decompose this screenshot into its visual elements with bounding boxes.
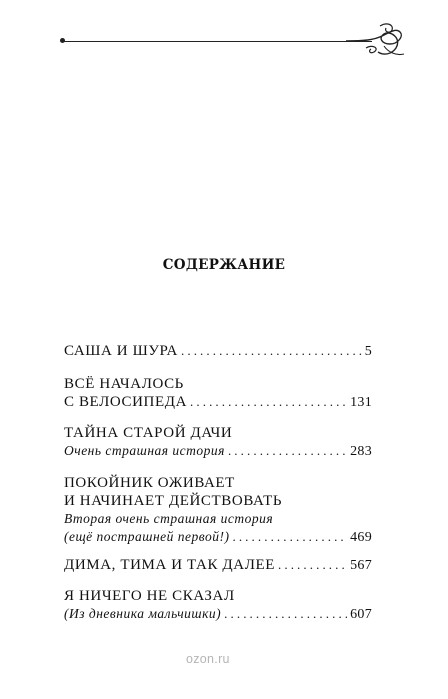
header-rule [64, 41, 372, 42]
toc-page-number: 131 [350, 395, 372, 410]
toc-entry-title: ТАЙНА СТАРОЙ ДАЧИ [64, 425, 233, 441]
leader-dots [224, 606, 347, 622]
toc-page-number: 567 [350, 558, 372, 573]
leader-dots [181, 343, 362, 359]
toc-entry-6[interactable] [64, 588, 372, 605]
toc-entry-title: ВСЁ НАЧАЛОСЬ [64, 376, 184, 392]
toc-entry-subtitle: (Из дневника мальчишки) [64, 606, 222, 621]
toc-entry-3[interactable] [64, 425, 372, 442]
toc-entry-5[interactable] [64, 557, 372, 574]
leader-dots [278, 557, 347, 573]
toc-entry-6-subtitle[interactable] [64, 606, 372, 623]
watermark: ozon.ru [186, 652, 230, 666]
toc-page-number: 5 [364, 344, 372, 359]
toc-entry-subtitle: Вторая очень страшная история [64, 511, 274, 526]
leader-dots [190, 394, 347, 410]
toc-entry-title: И НАЧИНАЕТ ДЕЙСТВОВАТЬ [64, 493, 283, 509]
toc-entry-4-subtitle-1 [64, 511, 372, 527]
toc-entry-2[interactable] [64, 394, 372, 411]
toc-page-number: 607 [350, 607, 372, 622]
toc-entry-title: С ВЕЛОСИПЕДА [64, 394, 188, 410]
toc-entry-4-line-2[interactable] [64, 493, 372, 510]
toc-entry-1[interactable] [64, 343, 372, 360]
leader-dots [232, 529, 347, 545]
toc-entry-title: САША И ШУРА [64, 343, 178, 359]
toc-entry-subtitle: Очень страшная история [64, 443, 225, 458]
leader-dots [228, 443, 347, 459]
toc-entry-3-subtitle[interactable] [64, 443, 372, 460]
toc-page-number: 469 [350, 530, 372, 545]
toc-entry-subtitle: (ещё пострашней первой!) [64, 529, 230, 544]
toc-page-number: 283 [350, 444, 372, 459]
toc-entry-2-line-1[interactable] [64, 376, 372, 393]
toc-heading: СОДЕРЖАНИЕ [162, 257, 286, 273]
toc-entry-title: Я НИЧЕГО НЕ СКАЗАЛ [64, 588, 235, 604]
toc-entry-4[interactable] [64, 529, 372, 546]
toc-entry-title: ПОКОЙНИК ОЖИВАЕТ [64, 475, 235, 491]
flourish-ornament-icon [344, 18, 408, 62]
toc-entry-title: ДИМА, ТИМА И ТАК ДАЛЕЕ [64, 557, 275, 573]
toc-entry-4-line-1[interactable] [64, 475, 372, 492]
